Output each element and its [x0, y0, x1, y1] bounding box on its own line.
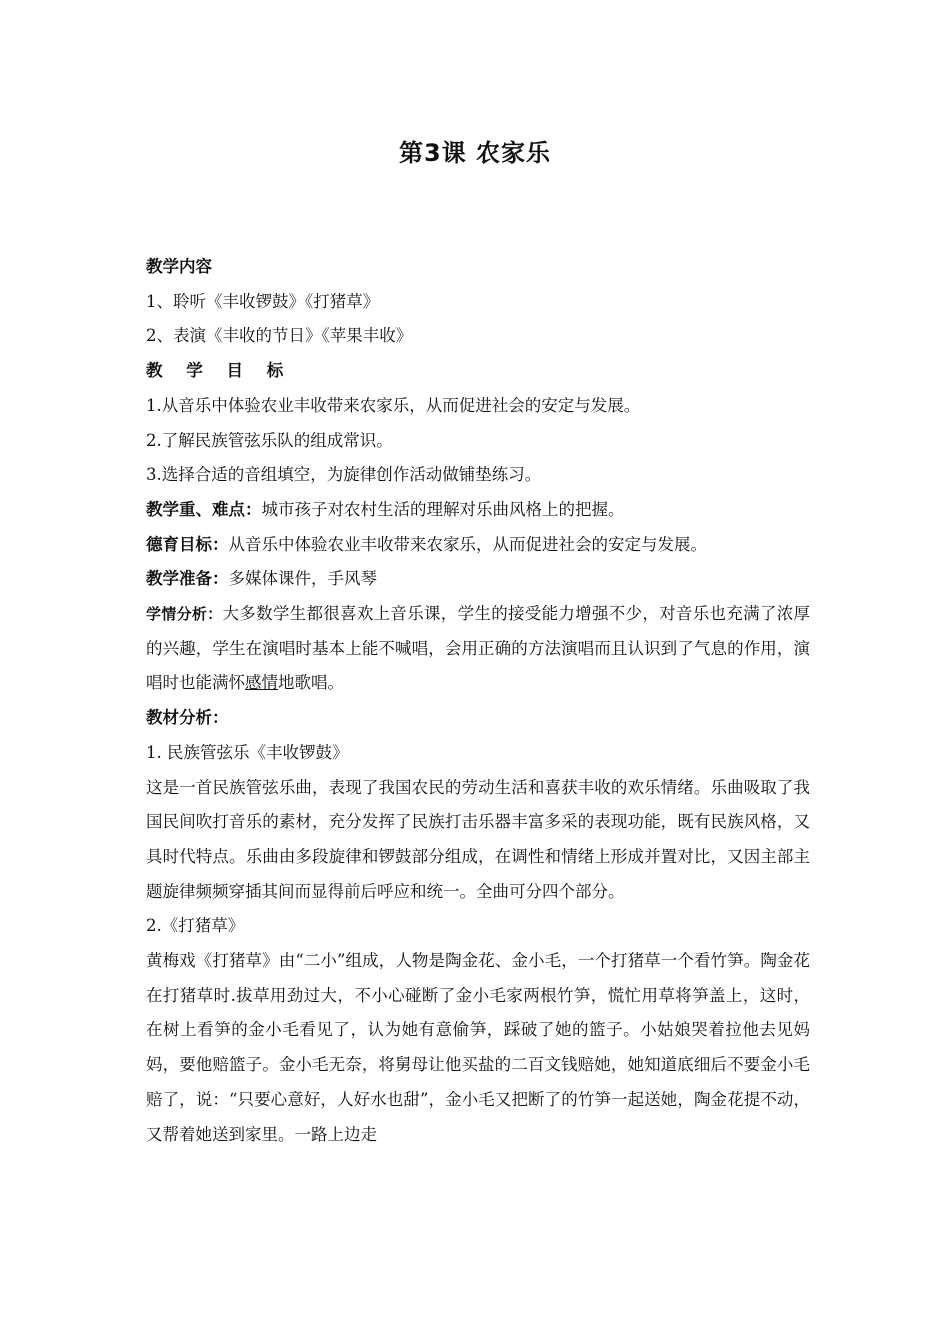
section-1-heading: 1. 民族管弦乐《丰收锣鼓》	[146, 742, 349, 762]
document-body	[146, 250, 810, 1152]
student-analysis-text-end: 地歌唱。	[278, 673, 344, 693]
key-points-text: 城市孩子对农村生活的理解对乐曲风格上的把握。	[261, 499, 625, 519]
moral-goal-row	[146, 528, 810, 563]
key-points-label: 教学重、难点：	[146, 499, 262, 519]
key-points-row	[146, 493, 810, 528]
goal-item: 3.选择合适的音组填空，为旋律创作活动做铺垫练习。	[146, 465, 542, 485]
underlined-word: 感情	[245, 673, 278, 693]
student-analysis-text: 大多数学生都很喜欢上音乐课，学生的接受能力增强不少，对音乐也充满了浓厚的兴趣，学生在演唱时基本上能不喊唱，会用正确的方法演唱而且认识到了气息的作用，演唱时也能满怀	[146, 604, 810, 693]
moral-goal-label: 德育目标：	[146, 534, 229, 554]
page-title: 第3课 农家乐	[398, 139, 552, 167]
section-2-body: 黄梅戏《打猪草》由“二小”组成，人物是陶金花、金小毛，一个打猪草一个看竹笋。陶金花在打猪草时.拔草用劲过大，不小心碰断了金小毛家两根竹笋，慌忙用草将笋盖上，这时，在树上看笋的金小毛看见了，认为她有意偷笋，踩破了她的篮子。小姑娘哭着拉他去见妈妈，要他赔篮子。金小毛无奈，将舅母让他买盐的二百文钱赔她，她知道底细后不要金小毛赔了，说：“只要心意好，人好水也甜”，金小毛又把断了的竹笋一起送她，陶金花提不动，又帮着她送到家里。一路上边走	[146, 951, 810, 1144]
goal-item: 1.从音乐中体验农业丰收带来农家乐，从而促进社会的安定与发展。	[146, 395, 641, 415]
preparation-label: 教学准备：	[146, 569, 229, 589]
moral-goal-text: 从音乐中体验农业丰收带来农家乐，从而促进社会的安定与发展。	[228, 534, 707, 554]
goal-item: 2.了解民族管弦乐队的组成常识。	[146, 430, 393, 450]
section-1-body: 这是一首民族管弦乐曲，表现了我国农民的劳动生活和喜获丰收的欢乐情绪。乐曲吸取了我国民间吹打音乐的素材，充分发挥了民族打击乐器丰富多采的表现功能，既有民族风格，又具时代特点。乐曲由多段旋律和锣鼓部分组成，在调性和情绪上形成并置对比，又因主部主题旋律频频穿插其间而显得前后呼应和统一。全曲可分四个部分。	[146, 777, 810, 901]
student-analysis-label: 学情分析：	[146, 605, 223, 624]
teaching-goals-heading: 教 学 目 标	[146, 361, 293, 381]
student-analysis-paragraph	[146, 597, 810, 701]
material-analysis-heading: 教材分析：	[146, 708, 229, 728]
preparation-text: 多媒体课件，手风琴	[228, 569, 377, 589]
preparation-row	[146, 562, 810, 597]
content-item: 2、表演《丰收的节日》《苹果丰收》	[146, 326, 413, 346]
section-2-heading: 2.《打猪草》	[146, 916, 245, 936]
content-item: 1、聆听《丰收锣鼓》《打猪草》	[146, 291, 380, 311]
teaching-content-heading: 教学内容	[146, 257, 212, 276]
